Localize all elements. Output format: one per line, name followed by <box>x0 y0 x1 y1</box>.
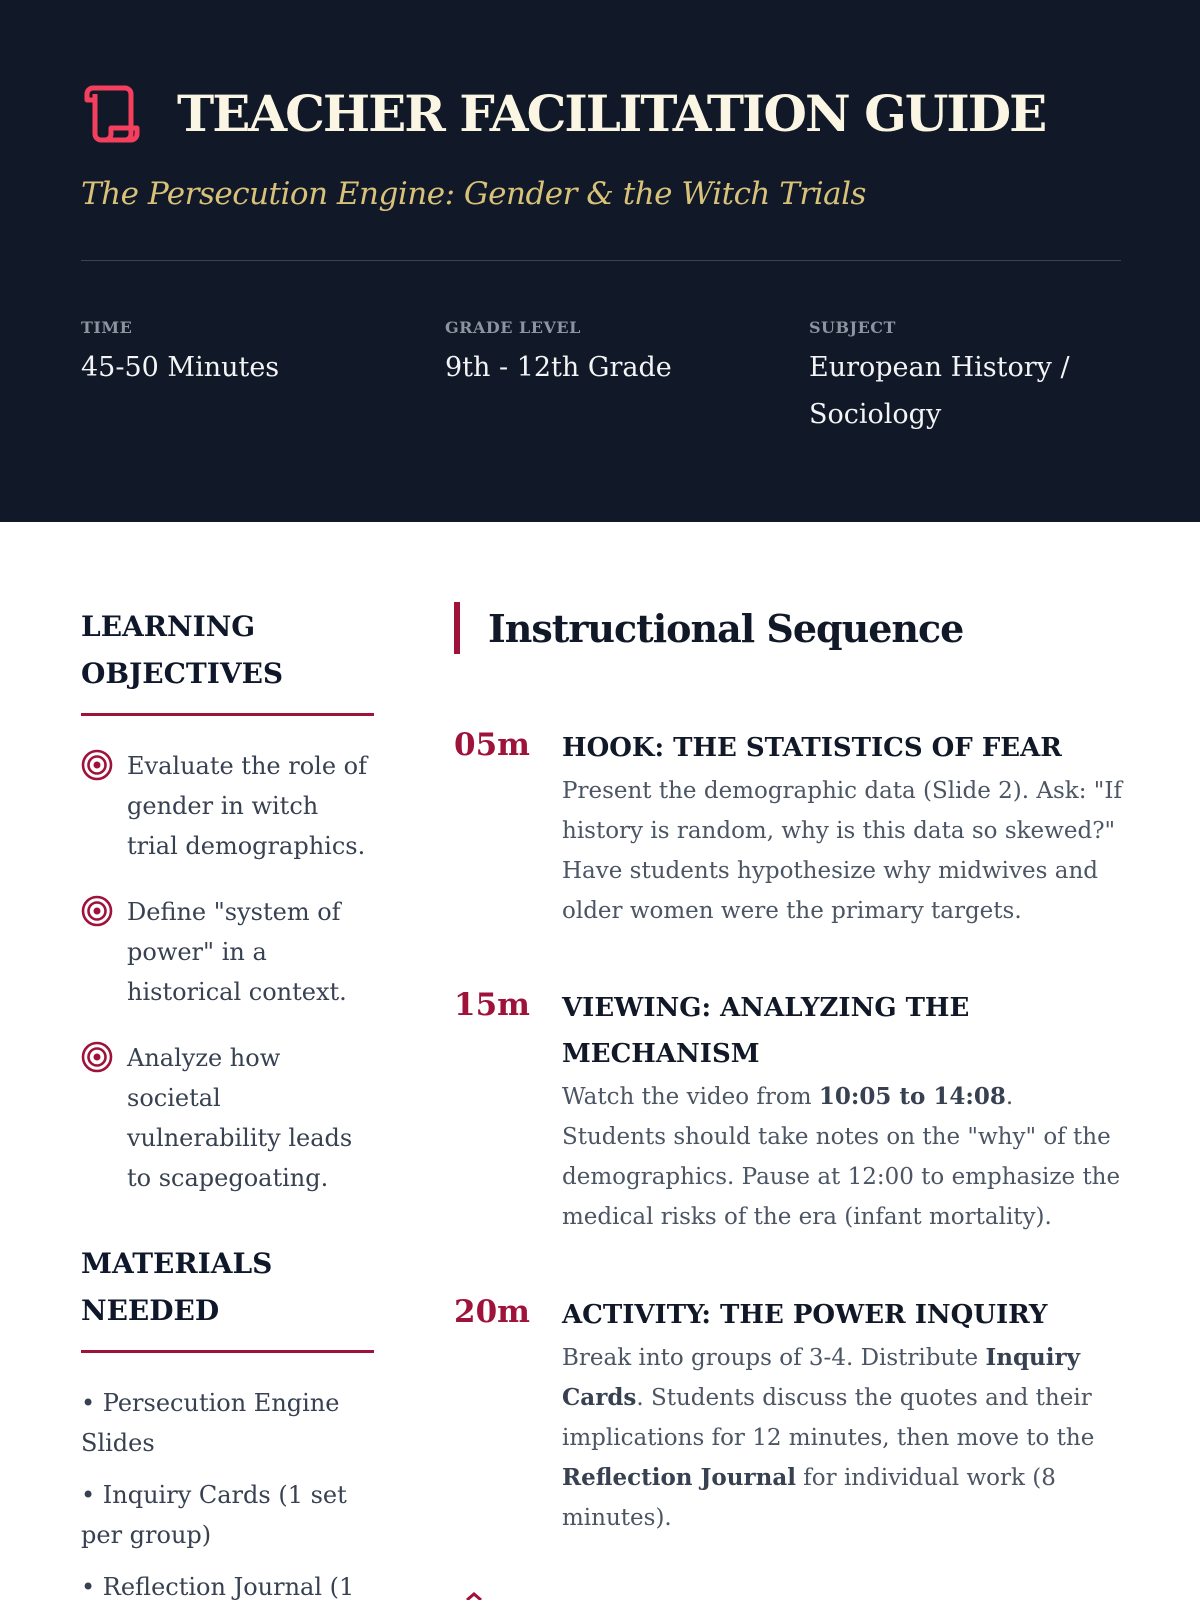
page-title: TEACHER FACILITATION GUIDE <box>177 84 1046 143</box>
materials-list <box>81 1383 374 1607</box>
meta-subject-label: SUBJECT <box>809 318 896 337</box>
objective-text: Define "system of power" in a historical context. <box>127 898 347 1006</box>
step-text-part: for individual work (8 minutes). <box>562 1465 1056 1531</box>
sequence-accent-bar <box>454 602 460 654</box>
meta-subject-value: European History / Sociology <box>809 352 1070 430</box>
objective-item <box>81 1038 374 1198</box>
step-title: HOOK: THE STATISTICS OF FEAR <box>562 733 1062 763</box>
inquiry-cards-term: Inquiry Cards <box>562 1344 1080 1411</box>
step-body <box>562 725 1124 931</box>
step-duration: 15m <box>454 987 530 1023</box>
sidebar <box>81 603 374 1619</box>
target-icon <box>81 1041 113 1073</box>
meta-grade <box>445 318 765 391</box>
meta-grade-value: 9th - 12th Grade <box>445 352 672 383</box>
scroll-icon <box>81 82 145 146</box>
header-divider <box>81 260 1121 261</box>
step-text-part: Watch the video from <box>562 1084 819 1110</box>
step-text <box>562 1338 1124 1538</box>
reflection-journal-term: Reflection Journal <box>562 1464 796 1491</box>
step-duration: 05m <box>454 727 530 763</box>
material-item: • Persecution Engine Slides <box>81 1389 340 1457</box>
objective-item <box>81 746 374 866</box>
step-body <box>562 985 1124 1237</box>
material-item: • Reflection Journal (1 <box>81 1573 355 1601</box>
target-icon <box>81 749 113 781</box>
sequence-header <box>454 602 1124 654</box>
step-title: ACTIVITY: THE POWER INQUIRY <box>562 1300 1048 1330</box>
meta-time-label: TIME <box>81 318 133 337</box>
title-row <box>81 82 1045 146</box>
materials-rule <box>81 1350 374 1353</box>
page-subtitle: The Persecution Engine: Gender & the Witch Trials <box>81 176 866 212</box>
step-duration: 20m <box>454 1294 530 1330</box>
guide-header <box>0 0 1200 522</box>
step-text <box>562 1077 1124 1237</box>
next-step-marker <box>465 1592 483 1600</box>
sequence-step-activity <box>454 1292 1124 1552</box>
objective-item <box>81 892 374 1012</box>
meta-subject <box>809 318 1089 438</box>
objectives-rule <box>81 713 374 716</box>
sequence-step-hook <box>454 725 1124 935</box>
step-title: VIEWING: ANALYZING THE MECHANISM <box>562 993 970 1069</box>
objectives-heading: LEARNING OBJECTIVES <box>81 610 284 690</box>
video-timestamp: 10:05 to 14:08 <box>818 1083 1006 1110</box>
meta-grade-label: GRADE LEVEL <box>445 318 581 337</box>
meta-time <box>81 318 401 391</box>
step-body <box>562 1292 1124 1538</box>
target-icon <box>81 895 113 927</box>
sequence-step-viewing <box>454 985 1124 1245</box>
objectives-list <box>81 746 374 1198</box>
step-text-part: . Students discuss the quotes and their implications for 12 minutes, then move to the <box>562 1385 1095 1451</box>
objective-text: Evaluate the role of gender in witch trial demographics. <box>127 752 367 860</box>
material-item: • Inquiry Cards (1 set per group) <box>81 1481 347 1549</box>
sequence-heading: Instructional Sequence <box>488 605 964 651</box>
objective-text: Analyze how societal vulnerability leads to scapegoating. <box>127 1044 353 1192</box>
meta-time-value: 45-50 Minutes <box>81 352 280 383</box>
step-text-part: Break into groups of 3-4. Distribute <box>562 1345 986 1371</box>
step-text: Present the demographic data (Slide 2). Ask: "If history is random, why is this data so skewed?" Have students hypothesize why midwives and older women were the primary targets. <box>562 778 1122 924</box>
step-text-part: . Students should take notes on the "why" of the demographics. Pause at 12:00 to emphasize the medical risks of the era (infant mortality). <box>562 1084 1121 1230</box>
instructional-sequence <box>454 602 1124 1531</box>
materials-heading: MATERIALS NEEDED <box>81 1247 273 1327</box>
